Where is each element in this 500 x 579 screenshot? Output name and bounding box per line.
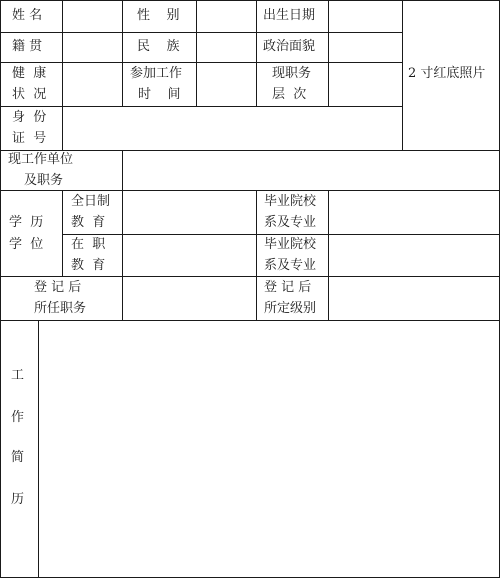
border-line [0,577,500,578]
resume-field[interactable] [39,321,499,577]
native-place-label: 籍 贯 [12,39,43,54]
fulltime-school-label: 系及专业 [264,215,317,230]
gender-label: 性 别 [137,8,180,23]
political-status-field[interactable] [329,33,402,62]
inservice-school-label: 毕业院校 [264,237,317,252]
health-label: 状 况 [12,87,47,102]
registered-level-label: 所定级别 [264,301,317,316]
registered-level-label: 登 记 后 [264,280,312,295]
name-field[interactable] [63,1,122,32]
education-label: 学 位 [9,237,44,252]
native-place-field[interactable] [63,33,122,62]
current-position-label: 现职务 [272,66,312,81]
work-unit-field[interactable] [123,151,499,190]
resume-label: 历 [11,492,25,507]
birth-date-label: 出生日期 [263,8,316,23]
fulltime-education-label: 全日制 [71,194,111,209]
registered-position-field[interactable] [123,277,256,320]
resume-label: 简 [11,450,25,465]
education-label: 学 历 [9,215,44,230]
inservice-school-label: 系及专业 [264,258,317,273]
birth-date-field[interactable] [329,1,402,32]
border-line [122,0,123,106]
ethnicity-label: 民 族 [137,39,180,54]
resume-label: 作 [11,410,25,425]
current-position-field[interactable] [329,63,402,106]
registered-position-label: 登 记 后 [34,280,82,295]
health-label: 健 康 [12,66,47,81]
id-number-label: 身 份 [12,110,47,125]
ethnicity-field[interactable] [197,33,256,62]
fulltime-school-field[interactable] [329,191,499,234]
current-position-label: 层 次 [272,87,307,102]
inservice-degree-field[interactable] [123,235,256,276]
photo-area[interactable] [403,1,499,150]
fulltime-school-label: 毕业院校 [264,194,317,209]
border-line [256,190,257,320]
photo-placeholder-label: 2 寸红底照片 [408,66,486,81]
name-label: 姓 名 [12,8,43,23]
work-start-label: 参加工作 [130,66,183,81]
work-start-field[interactable] [197,63,256,106]
inservice-education-label: 在 职 [71,237,106,252]
resume-label: 工 [11,368,25,383]
inservice-education-label: 教 育 [71,258,106,273]
health-field[interactable] [63,63,122,106]
fulltime-degree-field[interactable] [123,191,256,234]
id-number-field[interactable] [63,107,402,150]
inservice-school-field[interactable] [329,235,499,276]
border-line [0,0,1,578]
work-start-label: 时 间 [138,87,181,102]
id-number-label: 证 号 [12,131,47,146]
registered-level-field[interactable] [329,277,499,320]
border-line [62,190,63,276]
fulltime-education-label: 教 育 [71,215,106,230]
work-unit-label: 现工作单位 [8,152,74,167]
political-status-label: 政治面貌 [263,39,316,54]
gender-field[interactable] [197,1,256,32]
registered-position-label: 所任职务 [34,301,87,316]
work-unit-label: 及职务 [24,173,64,188]
border-line [256,0,257,106]
